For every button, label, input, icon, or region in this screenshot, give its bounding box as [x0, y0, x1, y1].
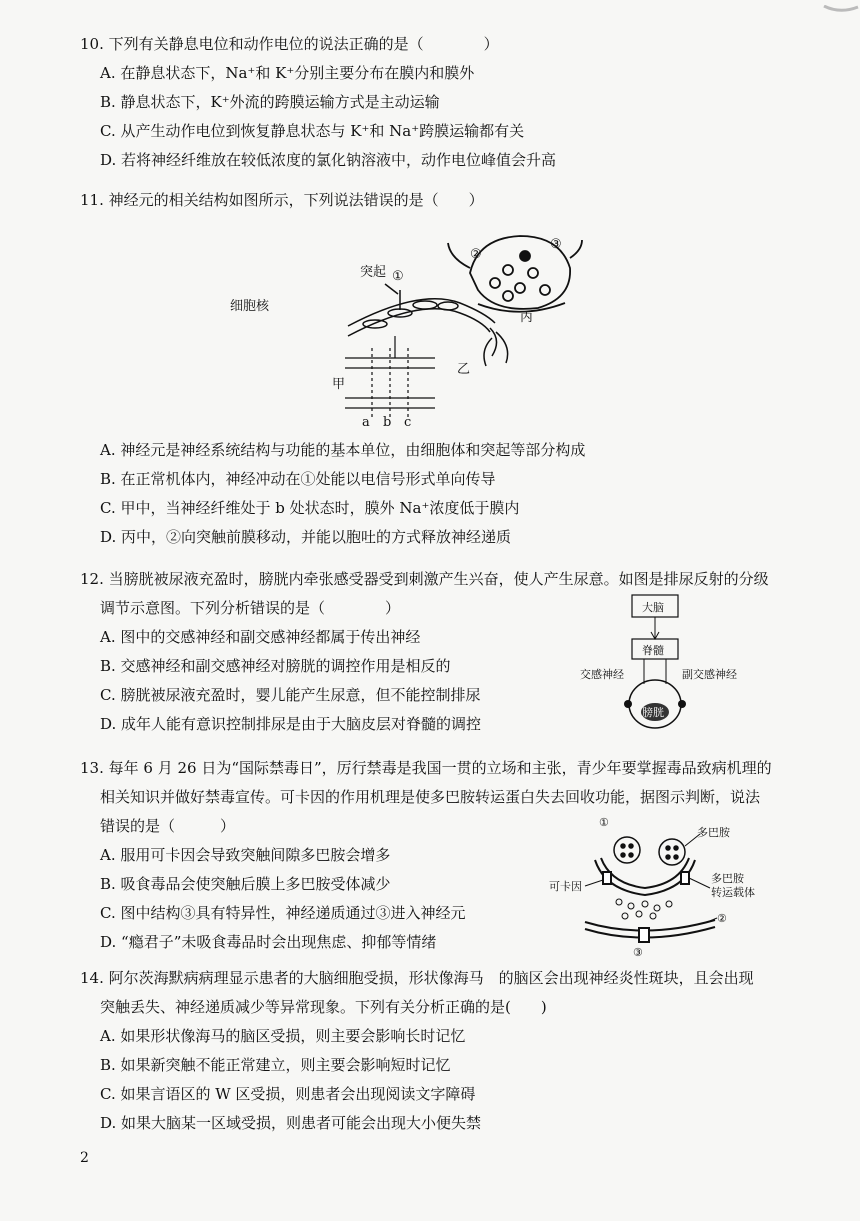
option-a: A. 服用可卡因会导致突触间隙多巴胺会增多: [100, 846, 391, 864]
option-b: B. 交感神经和副交感神经对膀胱的调控作用是相反的: [100, 657, 451, 675]
neuron-structure-figure: [220, 228, 600, 433]
option-c: C. 从产生动作电位到恢复静息状态与 K⁺和 Na⁺跨膜运输都有关: [100, 122, 525, 140]
label-bladder: 膀胱: [642, 706, 664, 719]
question-stem-line-1: 13. 每年 6 月 26 日为“国际禁毒日”，厉行禁毒是我国一贯的立场和主张，青少年要掌握毒品致病机理的: [80, 759, 772, 777]
question-stem-line-1: 12. 当膀胱被尿液充盈时，膀胱内牵张感受器受到刺激产生兴奋，使人产生尿意。如图是排尿反射的分级: [80, 570, 769, 588]
option-a: A. 神经元是神经系统结构与功能的基本单位，由细胞体和突起等部分构成: [100, 441, 586, 459]
label-b: b: [383, 415, 392, 430]
question-10: [80, 30, 556, 175]
option-b: B. 在正常机体内，神经冲动在①处能以电信号形式单向传导: [100, 470, 496, 488]
label-circle-2: ②: [717, 912, 727, 925]
question-11-options: [80, 436, 585, 552]
page-number: 2: [80, 1150, 89, 1166]
option-a: A. 图中的交感神经和副交感神经都属于传出神经: [100, 628, 421, 646]
label-yi: 乙: [457, 362, 471, 377]
fiber-segment-jia: [345, 336, 435, 418]
option-c: C. 图中结构③具有特异性，神经递质通过③进入神经元: [100, 904, 466, 922]
label-bing: 丙: [520, 310, 534, 325]
synaptic-cleft-dopamine: [616, 899, 672, 919]
label-sympathetic: 交感神经: [580, 668, 624, 681]
cocaine-mechanism-figure: [545, 810, 775, 960]
label-circle-1: ①: [392, 269, 404, 284]
option-d: D. 如果大脑某一区域受损，则患者可能会出现大小便失禁: [100, 1114, 482, 1132]
label-transporter-1: 多巴胺: [711, 872, 744, 885]
presynaptic-membrane: [585, 858, 710, 895]
option-b: B. 如果新突触不能正常建立，则主要会影响短时记忆: [100, 1056, 451, 1074]
question-stem: 10. 下列有关静息电位和动作电位的说法正确的是（ ）: [80, 35, 499, 53]
option-a: A. 如果形状像海马的脑区受损，则主要会影响长时记忆: [100, 1027, 466, 1045]
postsynaptic-membrane: [585, 918, 717, 942]
question-14: [80, 964, 754, 1138]
option-a: A. 在静息状态下，Na⁺和 K⁺分别主要分布在膜内和膜外: [100, 64, 475, 82]
question-stem-line-1: 14. 阿尔茨海默病病理显示患者的大脑细胞受损，形状像海马 的脑区会出现神经炎性斑块，且会出现: [80, 969, 754, 987]
micturition-reflex-figure: [580, 592, 760, 732]
question-stem-line-2: 调节示意图。下列分析错误的是（ ）: [100, 599, 401, 617]
option-d: D. 丙中，②向突触前膜移动，并能以胞吐的方式释放神经递质: [100, 528, 512, 546]
label-jia: 甲: [332, 377, 346, 392]
label-spinal: 脊髓: [642, 644, 664, 657]
label-circle-2: ②: [470, 247, 482, 262]
label-cocaine: 可卡因: [549, 880, 582, 893]
label-brain: 大脑: [642, 601, 664, 614]
question-stem-line-2: 突触丢失、神经递质减少等异常现象。下列有关分析正确的是( ): [100, 998, 547, 1016]
option-b: B. 吸食毒品会使突触后膜上多巴胺受体减少: [100, 875, 391, 893]
option-d: D. 若将神经纤维放在较低浓度的氯化钠溶液中，动作电位峰值会升高: [100, 151, 557, 169]
option-b: B. 静息状态下，K⁺外流的跨膜运输方式是主动运输: [100, 93, 440, 111]
option-c: C. 甲中，当神经纤维处于 b 处状态时，膜外 Na⁺浓度低于膜内: [100, 499, 520, 517]
question-stem-line-2: 相关知识并做好禁毒宣传。可卡因的作用机理是使多巴胺转运蛋白失去回收功能，据图示判断，说法: [100, 788, 761, 806]
label-circle-1: ①: [599, 816, 609, 829]
label-circle-3: ③: [550, 237, 562, 252]
label-parasympathetic: 副交感神经: [682, 668, 737, 681]
label-transporter-2: 转运载体: [711, 886, 755, 899]
option-d: D. 成年人能有意识控制排尿是由于大脑皮层对脊髓的调控: [100, 715, 482, 733]
option-d: D. “瘾君子”未吸食毒品时会出现焦虑、抑郁等情绪: [100, 933, 437, 951]
label-circle-3: ③: [633, 946, 643, 959]
question-stem-line-3: 错误的是（ ）: [100, 817, 236, 835]
option-c: C. 膀胱被尿液充盈时，婴儿能产生尿意，但不能控制排尿: [100, 686, 481, 704]
label-dopamine: 多巴胺: [697, 826, 730, 839]
question-11: [80, 186, 484, 215]
question-stem: 11. 神经元的相关结构如图所示，下列说法错误的是（ ）: [80, 191, 484, 209]
page-corner-mark: [820, 0, 860, 10]
label-c: c: [404, 415, 412, 430]
option-c: C. 如果言语区的 W 区受损，则患者会出现阅读文字障碍: [100, 1085, 476, 1103]
label-nucleus: 细胞核: [230, 299, 270, 314]
synapse-terminal: [448, 236, 582, 312]
label-a: a: [362, 415, 370, 430]
label-process: 突起: [360, 265, 387, 280]
